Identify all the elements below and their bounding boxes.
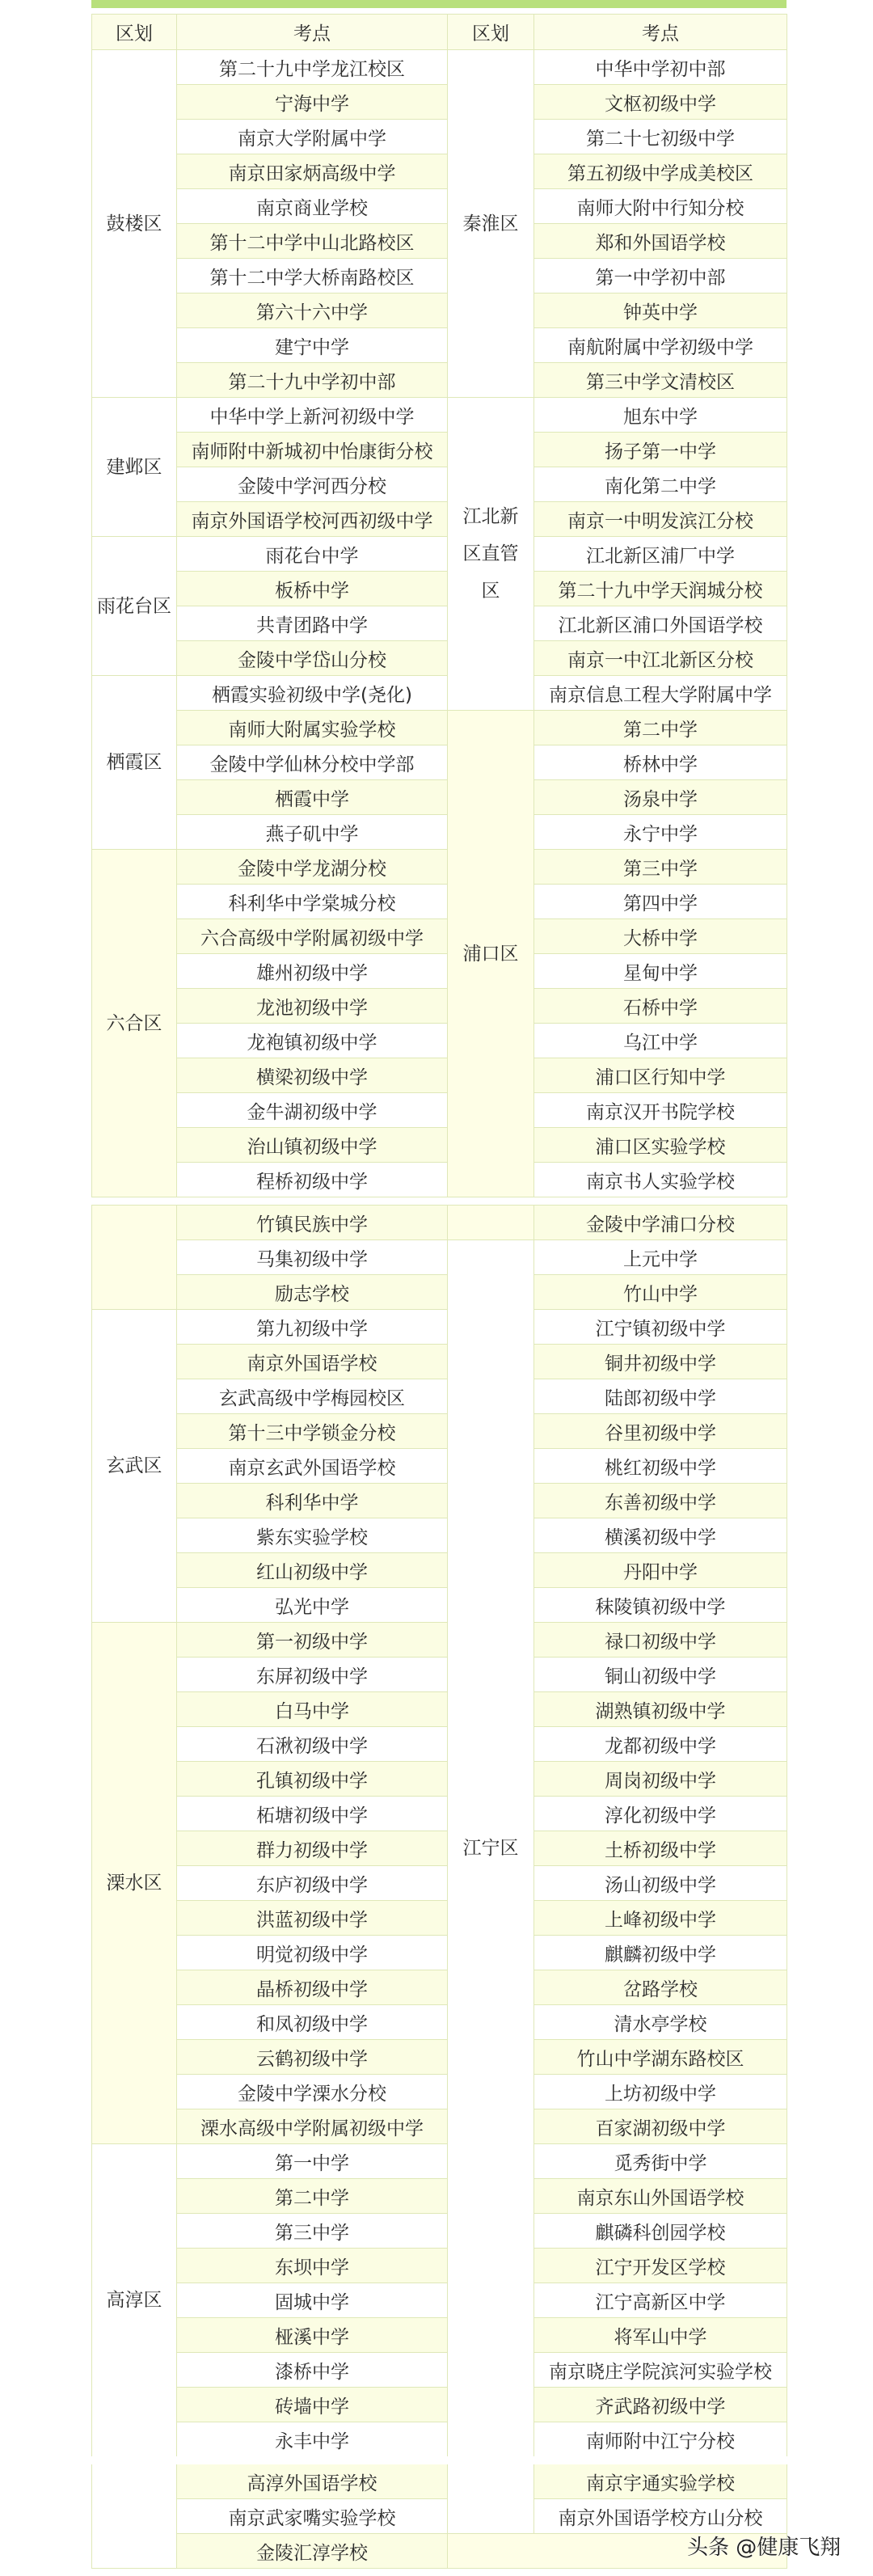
exam-site-cell: 南京大学附属中学 — [177, 120, 448, 154]
exam-site-cell: 红山初级中学 — [177, 1553, 448, 1588]
exam-site-cell: 龙都初级中学 — [534, 1727, 787, 1762]
exam-sites-table-page-1 — [91, 14, 787, 1197]
table-row — [92, 2534, 787, 2569]
header-district-right: 区划 — [448, 15, 534, 50]
exam-site-cell: 南京外国语学校方山分校 — [534, 2499, 787, 2534]
table-row — [92, 398, 787, 433]
exam-site-cell: 群力初级中学 — [177, 1831, 448, 1866]
table-row — [92, 850, 787, 885]
exam-site-cell: 铜井初级中学 — [534, 1345, 787, 1379]
exam-site-cell: 南京外国语学校 — [177, 1345, 448, 1379]
exam-site-cell: 程桥初级中学 — [177, 1163, 448, 1197]
table-row — [92, 2109, 787, 2144]
exam-site-cell: 燕子矶中学 — [177, 815, 448, 850]
exam-site-cell: 永宁中学 — [534, 815, 787, 850]
table-row — [92, 2075, 787, 2109]
exam-site-cell: 第三中学文清校区 — [534, 363, 787, 398]
source-watermark: 头条 @健康飞翔 — [687, 2536, 841, 2560]
exam-site-cell: 第十二中学中山北路校区 — [177, 224, 448, 259]
exam-site-cell: 禄口初级中学 — [534, 1623, 787, 1658]
table-row — [92, 1128, 787, 1163]
table-row — [92, 1762, 787, 1797]
exam-site-cell: 栖霞实验初级中学(尧化) — [177, 676, 448, 711]
exam-site-cell: 南京田家炳高级中学 — [177, 154, 448, 189]
exam-site-cell: 南京外国语学校河西初级中学 — [177, 502, 448, 537]
exam-site-cell: 南化第二中学 — [534, 467, 787, 502]
district-cell: 六合区 — [92, 850, 177, 1197]
exam-site-cell: 南师附中新城初中怡康街分校 — [177, 433, 448, 467]
district-cell: 江北新区直管区 — [448, 398, 534, 711]
table-row — [92, 224, 787, 259]
exam-site-cell: 中华中学初中部 — [534, 50, 787, 85]
exam-site-cell: 漆桥中学 — [177, 2353, 448, 2388]
table-row — [92, 1379, 787, 1414]
exam-site-cell: 和凤初级中学 — [177, 2005, 448, 2040]
table-row — [92, 50, 787, 85]
district-cell: 栖霞区 — [92, 676, 177, 850]
exam-site-cell: 石桥中学 — [534, 989, 787, 1024]
table-row — [92, 815, 787, 850]
exam-site-cell: 东坝中学 — [177, 2249, 448, 2283]
table-row — [92, 293, 787, 328]
exam-site-cell: 南京武家嘴实验学校 — [177, 2499, 448, 2534]
exam-site-cell: 觅秀街中学 — [534, 2144, 787, 2179]
exam-site-cell: 上坊初级中学 — [534, 2075, 787, 2109]
exam-site-cell: 东善初级中学 — [534, 1484, 787, 1518]
table-row — [92, 745, 787, 780]
exam-site-cell: 晶桥初级中学 — [177, 1970, 448, 2005]
top-accent-bar — [91, 0, 787, 8]
exam-site-cell: 麒磷科创园学校 — [534, 2214, 787, 2249]
exam-site-cell: 南航附属中学初级中学 — [534, 328, 787, 363]
exam-site-cell: 南师大附属实验学校 — [177, 711, 448, 745]
exam-site-cell: 乌江中学 — [534, 1024, 787, 1058]
exam-site-cell: 永丰中学 — [177, 2422, 448, 2461]
exam-site-cell: 栖霞中学 — [177, 780, 448, 815]
exam-site-cell: 第三中学 — [534, 850, 787, 885]
exam-site-cell: 紫东实验学校 — [177, 1518, 448, 1553]
table-row — [92, 1484, 787, 1518]
exam-site-cell: 桃红初级中学 — [534, 1449, 787, 1484]
table-row — [92, 641, 787, 676]
exam-site-cell: 第十三中学锁金分校 — [177, 1414, 448, 1449]
table-row — [92, 2005, 787, 2040]
exam-site-cell: 六合高级中学附属初级中学 — [177, 919, 448, 954]
table-row — [92, 780, 787, 815]
table-row — [92, 1518, 787, 1553]
exam-site-cell: 江宁高新区中学 — [534, 2283, 787, 2318]
exam-site-cell: 第一初级中学 — [177, 1623, 448, 1658]
exam-site-cell: 孔镇初级中学 — [177, 1762, 448, 1797]
exam-site-cell: 高淳外国语学校 — [177, 2460, 448, 2499]
exam-site-cell: 第四中学 — [534, 885, 787, 919]
exam-site-cell: 浦口区行知中学 — [534, 1058, 787, 1093]
table-row — [92, 467, 787, 502]
table-row — [92, 954, 787, 989]
exam-site-cell: 金陵中学龙湖分校 — [177, 850, 448, 885]
exam-site-cell: 金陵中学仙林分校中学部 — [177, 745, 448, 780]
district-cell: 溧水区 — [92, 1623, 177, 2144]
table-row — [92, 1692, 787, 1727]
exam-site-cell: 星甸中学 — [534, 954, 787, 989]
exam-site-cell: 竹镇民族中学 — [177, 1206, 448, 1240]
exam-site-cell: 第二十九中学初中部 — [177, 363, 448, 398]
exam-site-cell: 土桥初级中学 — [534, 1831, 787, 1866]
exam-site-cell: 竹山中学 — [534, 1275, 787, 1310]
exam-site-cell: 金陵中学溧水分校 — [177, 2075, 448, 2109]
table-row — [92, 2144, 787, 2179]
exam-site-cell: 第二十七初级中学 — [534, 120, 787, 154]
exam-site-cell: 雨花台中学 — [177, 537, 448, 572]
exam-site-cell: 南京汉开书院学校 — [534, 1093, 787, 1128]
exam-site-cell: 南京书人实验学校 — [534, 1163, 787, 1197]
district-cell: 鼓楼区 — [92, 50, 177, 398]
exam-site-cell: 将军山中学 — [534, 2318, 787, 2353]
exam-site-cell: 丹阳中学 — [534, 1553, 787, 1588]
exam-site-cell: 科利华中学 — [177, 1484, 448, 1518]
exam-site-cell: 谷里初级中学 — [534, 1414, 787, 1449]
exam-site-cell: 上峰初级中学 — [534, 1901, 787, 1936]
exam-site-cell: 江宁镇初级中学 — [534, 1310, 787, 1345]
district-cell: 秦淮区 — [448, 50, 534, 398]
exam-site-cell: 龙池初级中学 — [177, 989, 448, 1024]
exam-site-cell: 南京信息工程大学附属中学 — [534, 676, 787, 711]
table-row — [92, 1727, 787, 1762]
table-row — [92, 2422, 787, 2461]
exam-site-cell: 金陵中学浦口分校 — [534, 1206, 787, 1240]
table-row — [92, 154, 787, 189]
exam-site-cell: 竹山中学湖东路校区 — [534, 2040, 787, 2075]
exam-site-cell: 江宁开发区学校 — [534, 2249, 787, 2283]
exam-site-cell: 浦口区实验学校 — [534, 1128, 787, 1163]
exam-site-cell: 第一中学 — [177, 2144, 448, 2179]
table-row — [92, 676, 787, 711]
exam-site-cell: 横溪初级中学 — [534, 1518, 787, 1553]
exam-site-cell: 科利华中学棠城分校 — [177, 885, 448, 919]
exam-site-cell: 建宁中学 — [177, 328, 448, 363]
table-row — [92, 1797, 787, 1831]
exam-site-cell: 第二十九中学龙江校区 — [177, 50, 448, 85]
district-cell: 高淳区 — [92, 2144, 177, 2461]
exam-site-cell: 中华中学上新河初级中学 — [177, 398, 448, 433]
table-row — [92, 989, 787, 1024]
exam-site-cell: 郑和外国语学校 — [534, 224, 787, 259]
exam-site-cell: 东屏初级中学 — [177, 1658, 448, 1692]
table-row — [92, 2460, 787, 2499]
exam-site-cell: 第二中学 — [177, 2179, 448, 2214]
table-row — [92, 363, 787, 398]
table-row — [92, 328, 787, 363]
exam-site-cell: 励志学校 — [177, 1275, 448, 1310]
exam-site-cell: 第六十六中学 — [177, 293, 448, 328]
table-row — [92, 2283, 787, 2318]
exam-site-cell: 淳化初级中学 — [534, 1797, 787, 1831]
exam-site-cell: 南京晓庄学院滨河实验学校 — [534, 2353, 787, 2388]
exam-site-cell: 南京一中江北新区分校 — [534, 641, 787, 676]
exam-site-cell: 湖熟镇初级中学 — [534, 1692, 787, 1727]
district-cell — [92, 2460, 177, 2569]
table-row — [92, 2388, 787, 2422]
table-row — [92, 1901, 787, 1936]
header-site-left: 考点 — [177, 15, 448, 50]
table-row — [92, 1275, 787, 1310]
exam-site-cell: 南京商业学校 — [177, 189, 448, 224]
exam-site-cell: 明觉初级中学 — [177, 1936, 448, 1970]
table-row — [92, 1024, 787, 1058]
exam-site-cell: 钟英中学 — [534, 293, 787, 328]
exam-site-cell: 扬子第一中学 — [534, 433, 787, 467]
exam-site-cell: 汤泉中学 — [534, 780, 787, 815]
district-cell: 建邺区 — [92, 398, 177, 537]
district-cell — [448, 2460, 534, 2534]
table-row — [92, 1831, 787, 1866]
table-row — [92, 2249, 787, 2283]
exam-site-cell: 宁海中学 — [177, 85, 448, 120]
exam-site-cell: 金陵中学岱山分校 — [177, 641, 448, 676]
table-row — [92, 2318, 787, 2353]
exam-site-cell: 齐武路初级中学 — [534, 2388, 787, 2422]
table-row — [92, 502, 787, 537]
table-header-row — [92, 15, 787, 50]
table-row — [92, 572, 787, 606]
table-row — [92, 85, 787, 120]
table-row — [92, 2179, 787, 2214]
exam-site-cell: 汤山初级中学 — [534, 1866, 787, 1901]
exam-site-cell: 周岗初级中学 — [534, 1762, 787, 1797]
exam-site-cell: 治山镇初级中学 — [177, 1128, 448, 1163]
exam-site-cell: 金牛湖初级中学 — [177, 1093, 448, 1128]
exam-site-cell: 第十二中学大桥南路校区 — [177, 259, 448, 293]
header-site-right: 考点 — [534, 15, 787, 50]
exam-site-cell: 共青团路中学 — [177, 606, 448, 641]
table-row — [92, 1163, 787, 1197]
exam-site-cell: 麒麟初级中学 — [534, 1936, 787, 1970]
table-row — [92, 1588, 787, 1623]
exam-site-cell: 南京宇通实验学校 — [534, 2460, 787, 2499]
exam-site-cell: 马集初级中学 — [177, 1240, 448, 1275]
exam-site-cell: 陆郎初级中学 — [534, 1379, 787, 1414]
table-row — [92, 2214, 787, 2249]
exam-site-cell: 第一中学初中部 — [534, 259, 787, 293]
table-row — [92, 1310, 787, 1345]
exam-site-cell: 旭东中学 — [534, 398, 787, 433]
table-row — [92, 537, 787, 572]
exam-site-cell: 白马中学 — [177, 1692, 448, 1727]
district-cell: 雨花台区 — [92, 537, 177, 676]
exam-site-cell: 固城中学 — [177, 2283, 448, 2318]
exam-site-cell: 第二十九中学天润城分校 — [534, 572, 787, 606]
exam-site-cell: 铜山初级中学 — [534, 1658, 787, 1692]
table-row — [92, 433, 787, 467]
district-cell — [92, 1206, 177, 1310]
exam-site-cell: 石湫初级中学 — [177, 1727, 448, 1762]
exam-site-cell: 弘光中学 — [177, 1588, 448, 1623]
exam-site-cell: 云鹤初级中学 — [177, 2040, 448, 2075]
district-cell: 浦口区 — [448, 711, 534, 1197]
district-cell: 江宁区 — [448, 1240, 534, 2461]
exam-site-cell: 江北新区浦厂中学 — [534, 537, 787, 572]
table-row — [92, 189, 787, 224]
exam-site-cell: 南师附中江宁分校 — [534, 2422, 787, 2461]
table-row — [92, 1553, 787, 1588]
exam-site-cell: 江北新区浦口外国语学校 — [534, 606, 787, 641]
table-row — [92, 120, 787, 154]
exam-site-cell: 大桥中学 — [534, 919, 787, 954]
table-row — [92, 1623, 787, 1658]
exam-site-cell: 横梁初级中学 — [177, 1058, 448, 1093]
exam-site-cell: 岔路学校 — [534, 1970, 787, 2005]
table-row — [92, 1658, 787, 1692]
table-row — [92, 2499, 787, 2534]
table-row — [92, 1206, 787, 1240]
table-row — [92, 1093, 787, 1128]
exam-site-cell: 板桥中学 — [177, 572, 448, 606]
exam-site-cell: 溧水高级中学附属初级中学 — [177, 2109, 448, 2144]
table-row — [92, 2040, 787, 2075]
exam-site-cell: 南师大附中行知分校 — [534, 189, 787, 224]
exam-site-cell: 桠溪中学 — [177, 2318, 448, 2353]
exam-site-cell: 南京玄武外国语学校 — [177, 1449, 448, 1484]
exam-site-cell: 第三中学 — [177, 2214, 448, 2249]
table-row — [92, 711, 787, 745]
table-row — [92, 1240, 787, 1275]
table-row — [92, 259, 787, 293]
exam-site-cell: 南京一中明发滨江分校 — [534, 502, 787, 537]
district-cell: 玄武区 — [92, 1310, 177, 1623]
exam-site-cell: 桥林中学 — [534, 745, 787, 780]
table-row — [92, 885, 787, 919]
exam-site-cell: 清水亭学校 — [534, 2005, 787, 2040]
exam-site-cell: 第五初级中学成美校区 — [534, 154, 787, 189]
exam-sites-table-page-2 — [91, 1205, 787, 2569]
exam-site-cell: 砖墙中学 — [177, 2388, 448, 2422]
exam-site-cell: 金陵中学河西分校 — [177, 467, 448, 502]
exam-site-cell: 文枢初级中学 — [534, 85, 787, 120]
exam-site-cell: 东庐初级中学 — [177, 1866, 448, 1901]
exam-site-cell: 秣陵镇初级中学 — [534, 1588, 787, 1623]
exam-site-cell: 百家湖初级中学 — [534, 2109, 787, 2144]
exam-site-cell: 金陵汇淳学校 — [177, 2534, 448, 2569]
table-row — [92, 2353, 787, 2388]
exam-site-cell: 龙袍镇初级中学 — [177, 1024, 448, 1058]
district-cell — [448, 1206, 534, 1240]
table-row — [92, 1936, 787, 1970]
exam-site-cell: 第二中学 — [534, 711, 787, 745]
exam-site-cell: 柘塘初级中学 — [177, 1797, 448, 1831]
table-row — [92, 1449, 787, 1484]
table-row — [92, 606, 787, 641]
table-row — [92, 1414, 787, 1449]
table-row — [92, 1058, 787, 1093]
exam-site-cell: 玄武高级中学梅园校区 — [177, 1379, 448, 1414]
table-row — [92, 1345, 787, 1379]
header-district-left: 区划 — [92, 15, 177, 50]
exam-site-cell: 洪蓝初级中学 — [177, 1901, 448, 1936]
table-row — [92, 1970, 787, 2005]
exam-site-cell: 南京东山外国语学校 — [534, 2179, 787, 2214]
exam-site-cell: 上元中学 — [534, 1240, 787, 1275]
exam-site-cell: 雄州初级中学 — [177, 954, 448, 989]
exam-site-cell: 第九初级中学 — [177, 1310, 448, 1345]
table-row — [92, 919, 787, 954]
table-row — [92, 1866, 787, 1901]
